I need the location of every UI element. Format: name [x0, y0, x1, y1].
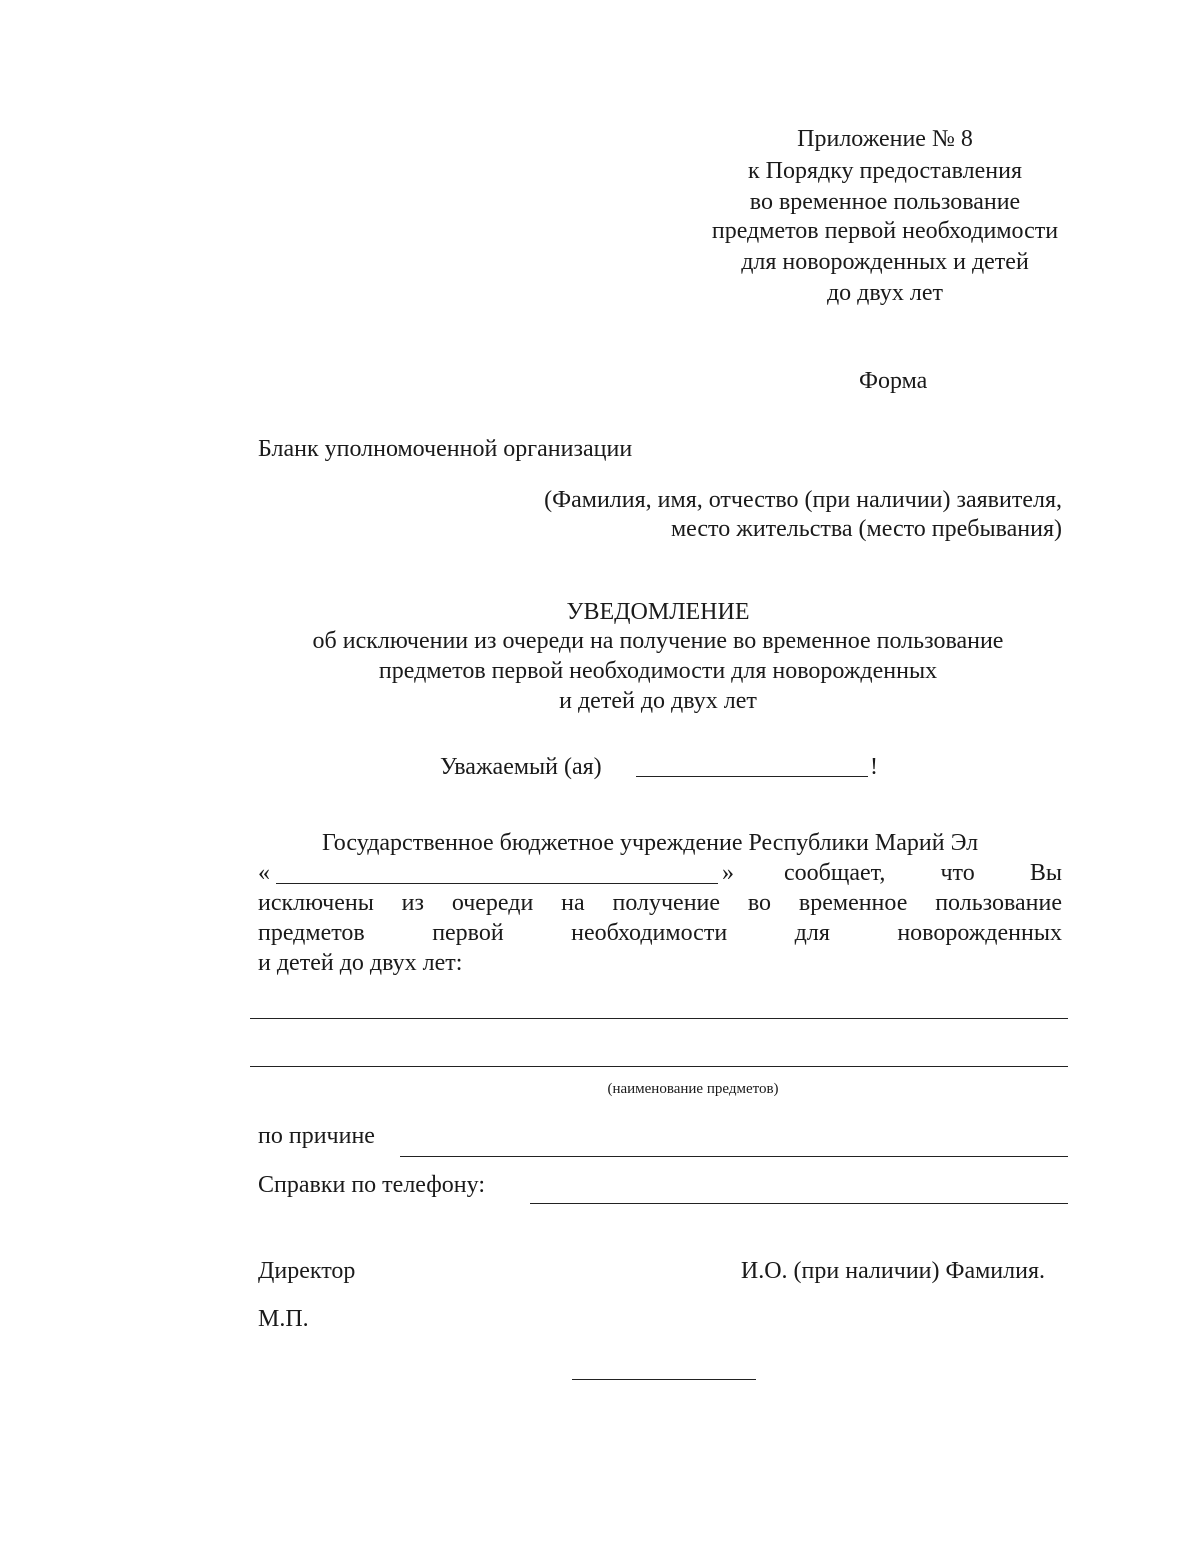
annex-line-2: к Порядку предоставления [747, 158, 1022, 184]
body-line-4 [258, 918, 1062, 948]
items-caption: (наименование предметов) [607, 1081, 779, 1097]
close-quote: » [722, 860, 734, 886]
body-word: необходимости [571, 920, 728, 946]
body-word: Вы [1029, 860, 1062, 886]
body-word: для [794, 920, 830, 946]
seal-label: М.П. [258, 1306, 309, 1332]
form-label: Форма [859, 368, 928, 394]
body-word: пользование [935, 890, 1062, 916]
director-name: И.О. (при наличии) Фамилия. [740, 1258, 1045, 1284]
body-line-3 [258, 888, 1062, 918]
annex-line-5: для новорожденных и детей [741, 249, 1029, 275]
body-word: из [401, 890, 424, 916]
phone-blank[interactable] [530, 1203, 1068, 1204]
items-blank-2[interactable] [250, 1066, 1068, 1067]
body-line-2-words [784, 858, 1062, 888]
annex-line-1: Приложение № 8 [797, 126, 973, 152]
body-line-5: и детей до двух лет: [258, 950, 463, 976]
blank-label: Бланк уполномоченной организации [258, 436, 633, 462]
notice-title: УВЕДОМЛЕНИЕ [566, 599, 750, 625]
body-word: на [561, 890, 585, 916]
notice-subtitle-1: об исключении из очереди на получение во временное пользование [312, 628, 1004, 654]
annex-line-3: во временное пользование [749, 189, 1021, 215]
body-word: что [940, 860, 975, 886]
notice-subtitle-3: и детей до двух лет [559, 688, 757, 714]
body-line-1: Государственное бюджетное учреждение Республики Марий Эл [322, 830, 979, 856]
reason-label: по причине [258, 1123, 375, 1149]
greeting-exclamation: ! [870, 754, 878, 780]
body-word: первой [432, 920, 504, 946]
director-label: Директор [258, 1258, 356, 1284]
body-word: временное [798, 890, 908, 916]
open-quote: « [258, 860, 270, 886]
annex-line-6: до двух лет [826, 280, 944, 306]
institution-name-blank[interactable] [276, 883, 718, 884]
body-word: получение [612, 890, 721, 916]
body-word: очереди [451, 890, 534, 916]
body-word: новорожденных [897, 920, 1062, 946]
annex-line-4: предметов первой необходимости [711, 218, 1059, 244]
end-separator [572, 1379, 756, 1380]
notice-subtitle-2: предметов первой необходимости для новорожденных [378, 658, 938, 684]
addressee-line-2: место жительства (место пребывания) [670, 516, 1062, 542]
addressee-line-1: (Фамилия, имя, отчество (при наличии) заявителя, [544, 487, 1062, 513]
body-word: предметов [258, 920, 365, 946]
reason-blank[interactable] [400, 1156, 1068, 1157]
phone-label: Справки по телефону: [258, 1172, 485, 1198]
body-word: исключены [258, 890, 374, 916]
recipient-name-blank[interactable] [636, 776, 868, 777]
items-blank-1[interactable] [250, 1018, 1068, 1019]
body-word: во [747, 890, 772, 916]
greeting-prefix: Уважаемый (ая) [440, 754, 602, 780]
body-word: сообщает, [784, 860, 886, 886]
